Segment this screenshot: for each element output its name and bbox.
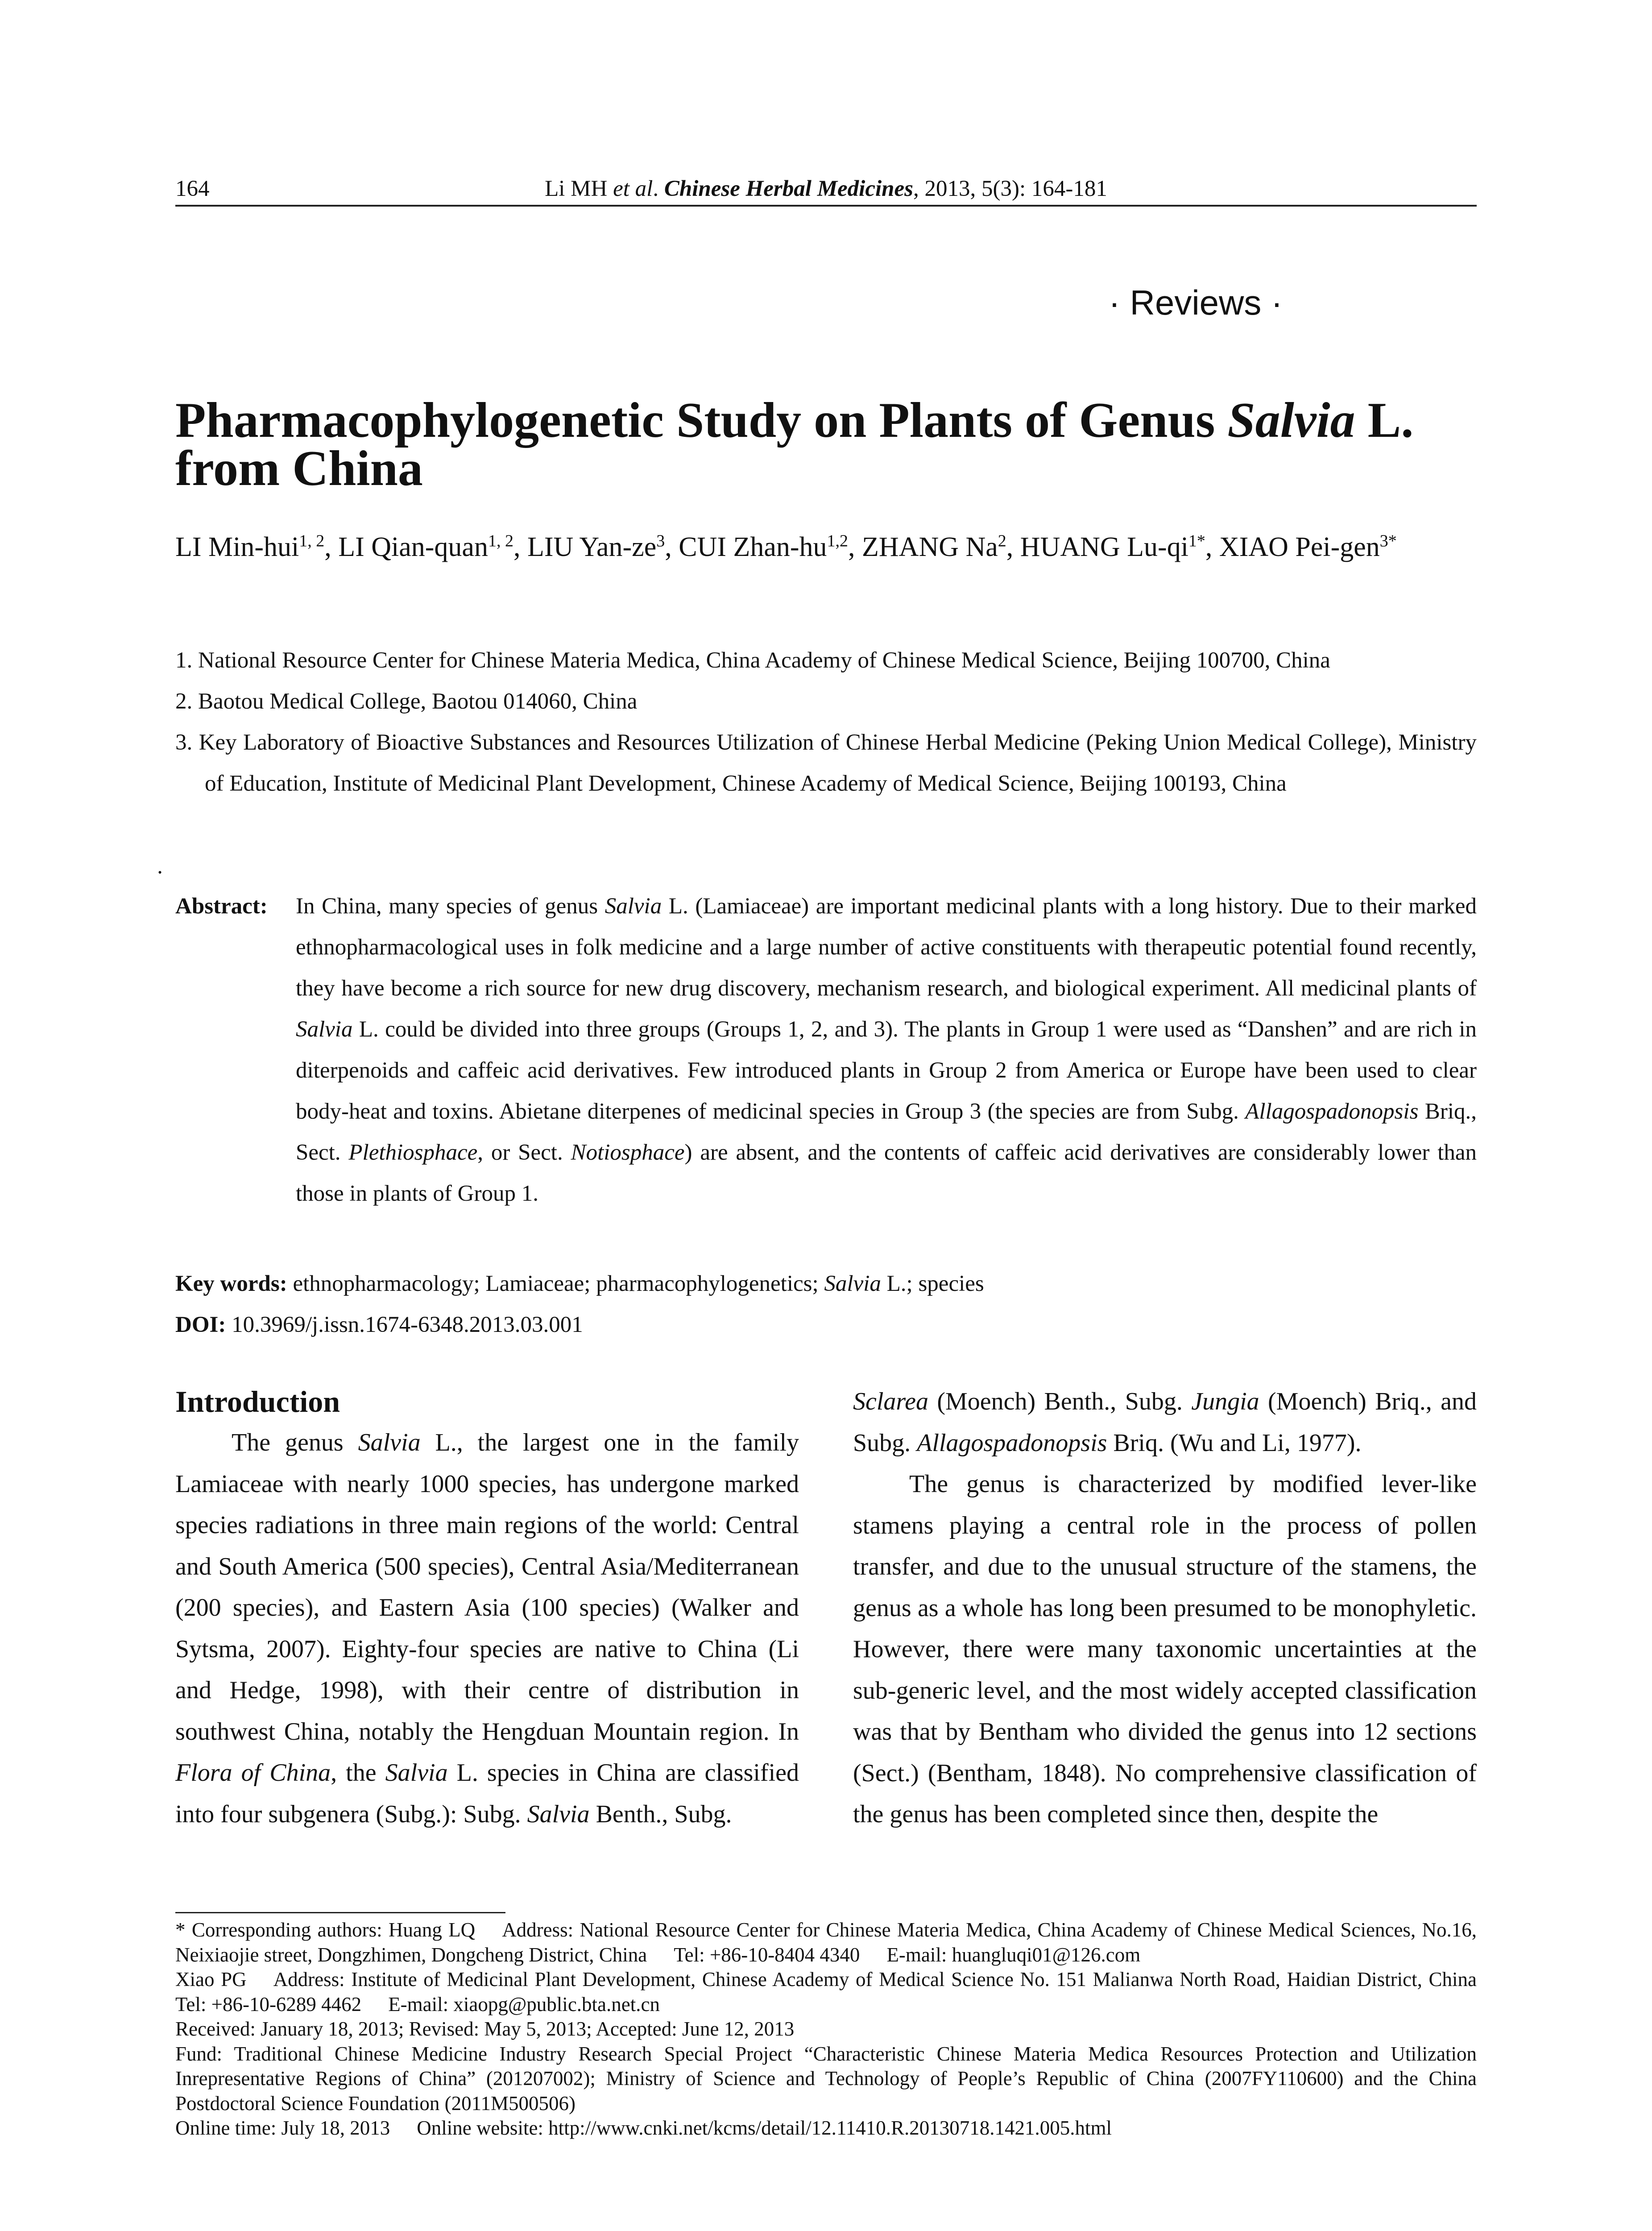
citation-issue: , 2013, 5(3): 164-181 <box>913 176 1107 201</box>
abstract-text-run: ) are absent, and the contents of caffeic acid derivatives are considerably lower than those in plants of Group 1. <box>296 1140 1477 1206</box>
abstract-italic-run: Allagospadonopsis <box>1245 1099 1419 1124</box>
author-affiliation-mark: 3* <box>1379 531 1397 551</box>
footnote-rule <box>175 1912 505 1913</box>
title-genus: Salvia <box>1227 393 1355 448</box>
abstract-text-run: L. (Lamiaceae) are important medicinal plants with a long history. Due to their marked ethnopharmacological uses in folk medicine and a large number of active constituents with therapeutic potential found recently, they have become a rich source for new drug discovery, mechanism research, and biological experiment. All medicinal plants of <box>296 894 1477 1001</box>
body-text-run: L. species in China are classified into four subgenera (Subg.): Subg. <box>175 1759 799 1828</box>
title-part-2: L. from China <box>175 393 1414 496</box>
footnote-text: Online time: July 18, 2013 <box>175 2117 390 2139</box>
footnote-fund: Fund: Traditional Chinese Medicine Industry Research Special Project “Characteristic Chinese Materia Medica Resources Protection and Utilization Inrepresentative Regions of China” (201207002); Ministry of Science and Technology of People’s Republic of China (2007FY110600) and the China Postdoctoral Science Foundation (2011M500506) <box>175 2042 1477 2115</box>
left-column <box>175 1381 799 1835</box>
body-italic-run: Salvia <box>385 1759 448 1787</box>
body-italic-run: Allagospadonopsis <box>917 1429 1107 1457</box>
abstract-text <box>296 886 1477 1214</box>
introduction-heading: Introduction <box>175 1385 340 1418</box>
section-tag: · Reviews · <box>1108 283 1283 322</box>
author-name: LI Min-hui <box>175 532 299 562</box>
body-italic-run: Flora of China <box>175 1759 331 1787</box>
doi-value: 10.3969/j.issn.1674-6348.2013.03.001 <box>226 1312 583 1337</box>
footnote-text: Online website: http://www.cnki.net/kcms/detail/12.11410.R.20130718.1421.005.html <box>417 2117 1112 2139</box>
footnote-text: Xiao PG <box>175 1968 247 1990</box>
doi-label: DOI: <box>175 1312 226 1337</box>
abstract-italic-run: Salvia <box>604 894 662 919</box>
author-affiliation-mark: 1* <box>1188 531 1205 551</box>
abstract-text-run: , or Sect. <box>477 1140 571 1165</box>
affiliation-1: 1. National Resource Center for Chinese Materia Medica, China Academy of Chinese Medical Science, Beijing 100700, China <box>175 648 1330 673</box>
author-affiliation-mark: 1, 2 <box>299 531 325 551</box>
footnote-online <box>175 2116 1477 2141</box>
footnote-text: E-mail: xiaopg@public.bta.net.cn <box>388 1993 660 2015</box>
introduction-paragraph-2: The genus is characterized by modified lever-like stamens playing a central role in the process of pollen transfer, and due to the unusual structure of the stamens, the genus as a whole has long been presumed to be monophyletic. However, there were many taxonomic uncertainties at the sub-generic level, and the most widely accepted classification was that by Bentham who divided the genus into 12 sections (Sect.) (Bentham, 1848). No comprehensive classification of the genus has been completed since then, despite the <box>853 1470 1477 1828</box>
author-name: HUANG Lu-qi <box>1020 532 1188 562</box>
footnote-text: Address: National Resource Center for Chinese Materia Medica, China Academy of Chinese Medical Sciences, No.16, Neixiaojie street, Dongzhimen, Dongcheng District, China <box>175 1919 1477 1966</box>
citation-etal: et al <box>613 176 653 201</box>
abstract-text-run: Briq., Sect. <box>296 1099 1477 1165</box>
author-name: LI Qian-quan <box>338 532 488 562</box>
article-title <box>175 393 1477 496</box>
introduction-paragraph-1 <box>175 1422 799 1835</box>
page-number: 164 <box>175 176 210 201</box>
body-text-run: (Moench) Briq., and Subg. <box>853 1388 1477 1457</box>
abstract-text-run: L. could be divided into three groups (Groups 1, 2, and 3). The plants in Group 1 were used as “Danshen” and are rich in diterpenoids and caffeic acid derivatives. Few introduced plants in Group 2 from America or Europe have been used to clear body-heat and toxins. Abietane diterpenes of medicinal species in Group 3 (the species are from Subg. <box>296 1017 1477 1124</box>
author-name: CUI Zhan-hu <box>679 532 827 562</box>
abstract-italic-run: Salvia <box>296 1017 353 1042</box>
author-affiliation-mark: 2 <box>998 531 1006 551</box>
doi <box>175 1304 1477 1345</box>
right-column <box>853 1381 1477 1835</box>
abstract-italic-run: Plethiosphace <box>348 1140 478 1165</box>
title-part-1: Pharmacophylogenetic Study on Plants of Genus <box>175 393 1228 448</box>
footnote-text: Tel: +86-10-8404 4340 <box>674 1943 860 1966</box>
keywords-label: Key words: <box>175 1271 287 1296</box>
introduction-paragraph-1-continued <box>853 1381 1477 1464</box>
body-italic-run: Sclarea <box>853 1388 928 1415</box>
keywords-text-end: L.; species <box>881 1271 984 1296</box>
body-text-run: , the <box>331 1759 385 1787</box>
author-affiliation-mark: 3 <box>656 531 665 551</box>
footnote-text: E-mail: huangluqi01@126.com <box>886 1943 1141 1966</box>
abstract-label: Abstract: <box>175 894 268 919</box>
author-name: XIAO Pei-gen <box>1219 532 1380 562</box>
footnote-corresponding-author-1 <box>175 1918 1477 1967</box>
footnotes <box>175 1918 1477 2141</box>
keywords <box>175 1263 1477 1304</box>
affiliation-3: 3. Key Laboratory of Bioactive Substances and Resources Utilization of Chinese Herbal Medicine (Peking Union Medical College), Ministry of Education, Institute of Medicinal Plant Development, Chinese Academy of Medical Science, Beijing 100193, China <box>175 730 1477 796</box>
body-text-run: The genus <box>232 1429 358 1456</box>
author-affiliation-mark: 1,2 <box>827 531 849 551</box>
author-affiliation-mark: 1, 2 <box>488 531 513 551</box>
abstract <box>175 886 1477 1214</box>
footnote-text: * Corresponding authors: Huang LQ <box>175 1919 476 1941</box>
author-name: LIU Yan-ze <box>527 532 657 562</box>
body-italic-run: Jungia <box>1191 1388 1259 1415</box>
affiliation-2: 2. Baotou Medical College, Baotou 014060, China <box>175 689 638 714</box>
journal-citation: Li MH et al. Chinese Herbal Medicines, 2013, 5(3): 164-181 <box>545 176 1107 201</box>
running-header <box>175 173 1477 204</box>
keywords-text: ethnopharmacology; Lamiaceae; pharmacophylogenetics; <box>287 1271 824 1296</box>
body-text-run: (Moench) Benth., Subg. <box>928 1388 1192 1415</box>
header-rule <box>175 205 1477 207</box>
body-text-run: Briq. (Wu and Li, 1977). <box>1107 1429 1362 1457</box>
citation-journal: Chinese Herbal Medicines <box>664 176 914 201</box>
keywords-italic: Salvia <box>824 1271 881 1296</box>
author-name: ZHANG Na <box>862 532 998 562</box>
footnote-corresponding-author-2 <box>175 1967 1477 2017</box>
footnote-received: Received: January 18, 2013; Revised: May 5, 2013; Accepted: June 12, 2013 <box>175 2018 795 2040</box>
affiliation-list <box>175 640 1477 804</box>
body-italic-run: Salvia <box>358 1429 421 1456</box>
abstract-italic-run: Notiosphace <box>571 1140 685 1165</box>
footnote-text: Address: Institute of Medicinal Plant Development, Chinese Academy of Medical Science No. 151 Malianwa North Road, Haidian District, China Tel: +86-10-6289 4462 <box>175 1968 1477 2015</box>
stray-mark: · <box>156 860 164 885</box>
abstract-text-run: In China, many species of genus <box>296 894 605 919</box>
citation-authors: Li MH <box>545 176 608 201</box>
body-text-run: Benth., Subg. <box>589 1800 732 1828</box>
author-list: LI Min-hui$^{1, 2}$, LI Qian-quan$^{1, 2}$, LIU Yan-$ze^3$, CUI Zhan-hu$^{1,2}$, ZHANG Na$^2$, HUANG $Lu-qi^{1*}$, XIAO Pei-gen$^{3*}$ <box>175 531 1397 562</box>
body-italic-run: Salvia <box>527 1800 590 1828</box>
body-text-run: L., the largest one in the family Lamiaceae with nearly 1000 species, has undergone marked species radiations in three main regions of the world: Central and South America (500 species), Central Asia/Mediterranean (200 species), and Eastern Asia (100 species) (Walker and Sytsma, 2007). Eighty-four species are native to China (Li and Hedge, 1998), with their centre of distribution in southwest China, notably the Hengduan Mountain region. In <box>175 1429 799 1746</box>
